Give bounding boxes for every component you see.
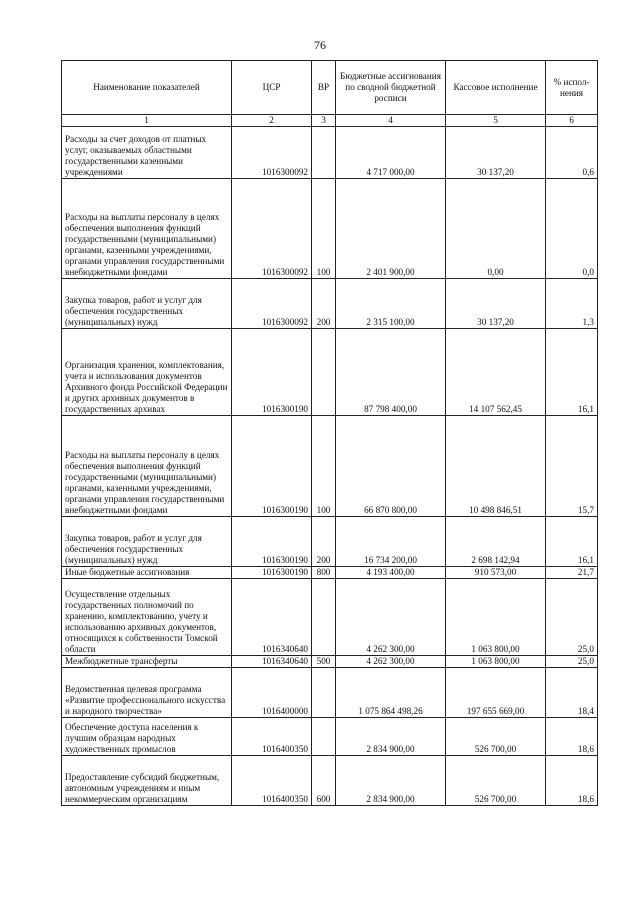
column-number: 1 — [62, 115, 232, 127]
table-row — [62, 756, 598, 806]
vr-code: 100 — [312, 416, 336, 517]
column-number: 2 — [232, 115, 312, 127]
column-number-row — [62, 115, 598, 127]
cash-execution: 910 573,00 — [446, 567, 546, 579]
indicator-name: Закупка товаров, работ и услуг для обеспечения государственных (муниципальных) нужд — [62, 517, 232, 567]
budget-allocation: 2 315 100,00 — [336, 279, 446, 329]
csr-code: 1016300190 — [232, 567, 312, 579]
csr-code: 1016300092 — [232, 179, 312, 279]
execution-percent: 18,6 — [546, 718, 598, 756]
budget-allocation: 87 798 400,00 — [336, 329, 446, 416]
vr-code — [312, 127, 336, 179]
vr-code — [312, 579, 336, 656]
csr-code: 1016400000 — [232, 668, 312, 718]
cash-execution: 1 063 800,00 — [446, 656, 546, 668]
indicator-name: Расходы на выплаты персоналу в целях обеспечения выполнения функций государственными (муниципальными) органами, казенными учреждениями, органами управления государственными внебюджетными фондами — [62, 179, 232, 279]
cash-execution: 1 063 800,00 — [446, 579, 546, 656]
table-row — [62, 179, 598, 279]
vr-code: 600 — [312, 756, 336, 806]
execution-percent: 21,7 — [546, 567, 598, 579]
table-row — [62, 718, 598, 756]
csr-code: 1016340640 — [232, 656, 312, 668]
header-execution-percent: % испол-нения — [546, 61, 598, 115]
execution-percent: 18,4 — [546, 668, 598, 718]
page-number: 76 — [314, 38, 326, 52]
cash-execution: 0,00 — [446, 179, 546, 279]
budget-allocation: 4 717 000,00 — [336, 127, 446, 179]
vr-code — [312, 329, 336, 416]
header-vr: ВР — [312, 61, 336, 115]
indicator-name: Обеспечение доступа населения к лучшим образцам народных художественных промыслов — [62, 718, 232, 756]
table-row — [62, 416, 598, 517]
budget-allocation: 2 401 900,00 — [336, 179, 446, 279]
execution-percent: 16,1 — [546, 329, 598, 416]
csr-code: 1016300190 — [232, 517, 312, 567]
table-row — [62, 668, 598, 718]
indicator-name: Расходы на выплаты персоналу в целях обеспечения выполнения функций государственными (муниципальными) органами, казенными учреждениями, органами управления государственными внебюджетными фондами — [62, 416, 232, 517]
cash-execution: 14 107 562,45 — [446, 329, 546, 416]
csr-code: 1016300190 — [232, 329, 312, 416]
header-budget-allocation: Бюджетные ассигнования по сводной бюджетной росписи — [336, 61, 446, 115]
cash-execution: 10 498 846,51 — [446, 416, 546, 517]
header-indicator-name: Наименование показателей — [62, 61, 232, 115]
vr-code: 500 — [312, 656, 336, 668]
indicator-name: Предоставление субсидий бюджетным, автономным учреждениям и иным некоммерческим организациям — [62, 756, 232, 806]
budget-allocation: 4 262 300,00 — [336, 656, 446, 668]
table-row — [62, 517, 598, 567]
execution-percent: 1,3 — [546, 279, 598, 329]
budget-allocation: 4 262 300,00 — [336, 579, 446, 656]
cash-execution: 30 137,20 — [446, 127, 546, 179]
budget-execution-table — [61, 60, 598, 806]
csr-code: 1016340640 — [232, 579, 312, 656]
cash-execution: 526 700,00 — [446, 718, 546, 756]
csr-code: 1016400350 — [232, 718, 312, 756]
cash-execution: 526 700,00 — [446, 756, 546, 806]
indicator-name: Осуществление отдельных государственных полномочий по хранению, комплектованию, учету и использованию архивных документов, относящихся к собственности Томской области — [62, 579, 232, 656]
csr-code: 1016300092 — [232, 127, 312, 179]
header-csr: ЦСР — [232, 61, 312, 115]
vr-code: 200 — [312, 517, 336, 567]
table-row — [62, 567, 598, 579]
budget-allocation: 2 834 900,00 — [336, 756, 446, 806]
indicator-name: Иные бюджетные ассигнования — [62, 567, 232, 579]
budget-allocation: 1 075 864 498,26 — [336, 668, 446, 718]
execution-percent: 25,0 — [546, 656, 598, 668]
csr-code: 1016300190 — [232, 416, 312, 517]
csr-code: 1016400350 — [232, 756, 312, 806]
indicator-name: Ведомственная целевая программа «Развитие профессионального искусства и народного творчества» — [62, 668, 232, 718]
vr-code: 100 — [312, 179, 336, 279]
table-row — [62, 329, 598, 416]
table-row — [62, 127, 598, 179]
column-number: 4 — [336, 115, 446, 127]
execution-percent: 0,6 — [546, 127, 598, 179]
cash-execution: 2 698 142,94 — [446, 517, 546, 567]
vr-code: 800 — [312, 567, 336, 579]
vr-code — [312, 668, 336, 718]
csr-code: 1016300092 — [232, 279, 312, 329]
table-row — [62, 279, 598, 329]
indicator-name: Расходы за счет доходов от платных услуг, оказываемых областными государственными казенными учреждениями — [62, 127, 232, 179]
column-number: 3 — [312, 115, 336, 127]
budget-allocation: 16 734 200,00 — [336, 517, 446, 567]
execution-percent: 15,7 — [546, 416, 598, 517]
execution-percent: 25,0 — [546, 579, 598, 656]
column-number: 6 — [546, 115, 598, 127]
budget-allocation: 4 193 400,00 — [336, 567, 446, 579]
vr-code — [312, 718, 336, 756]
execution-percent: 16,1 — [546, 517, 598, 567]
execution-percent: 18,6 — [546, 756, 598, 806]
table-row — [62, 656, 598, 668]
column-number: 5 — [446, 115, 546, 127]
indicator-name: Межбюджетные трансферты — [62, 656, 232, 668]
budget-allocation: 66 870 800,00 — [336, 416, 446, 517]
header-cash-execution: Кассовое исполнение — [446, 61, 546, 115]
cash-execution: 197 655 669,00 — [446, 668, 546, 718]
table-row — [62, 579, 598, 656]
vr-code: 200 — [312, 279, 336, 329]
execution-percent: 0,0 — [546, 179, 598, 279]
indicator-name: Организация хранения, комплектования, учета и использования документов Архивного фонда Российской Федерации и других архивных документов в государственных архивах — [62, 329, 232, 416]
budget-allocation: 2 834 900,00 — [336, 718, 446, 756]
indicator-name: Закупка товаров, работ и услуг для обеспечения государственных (муниципальных) нужд — [62, 279, 232, 329]
cash-execution: 30 137,20 — [446, 279, 546, 329]
